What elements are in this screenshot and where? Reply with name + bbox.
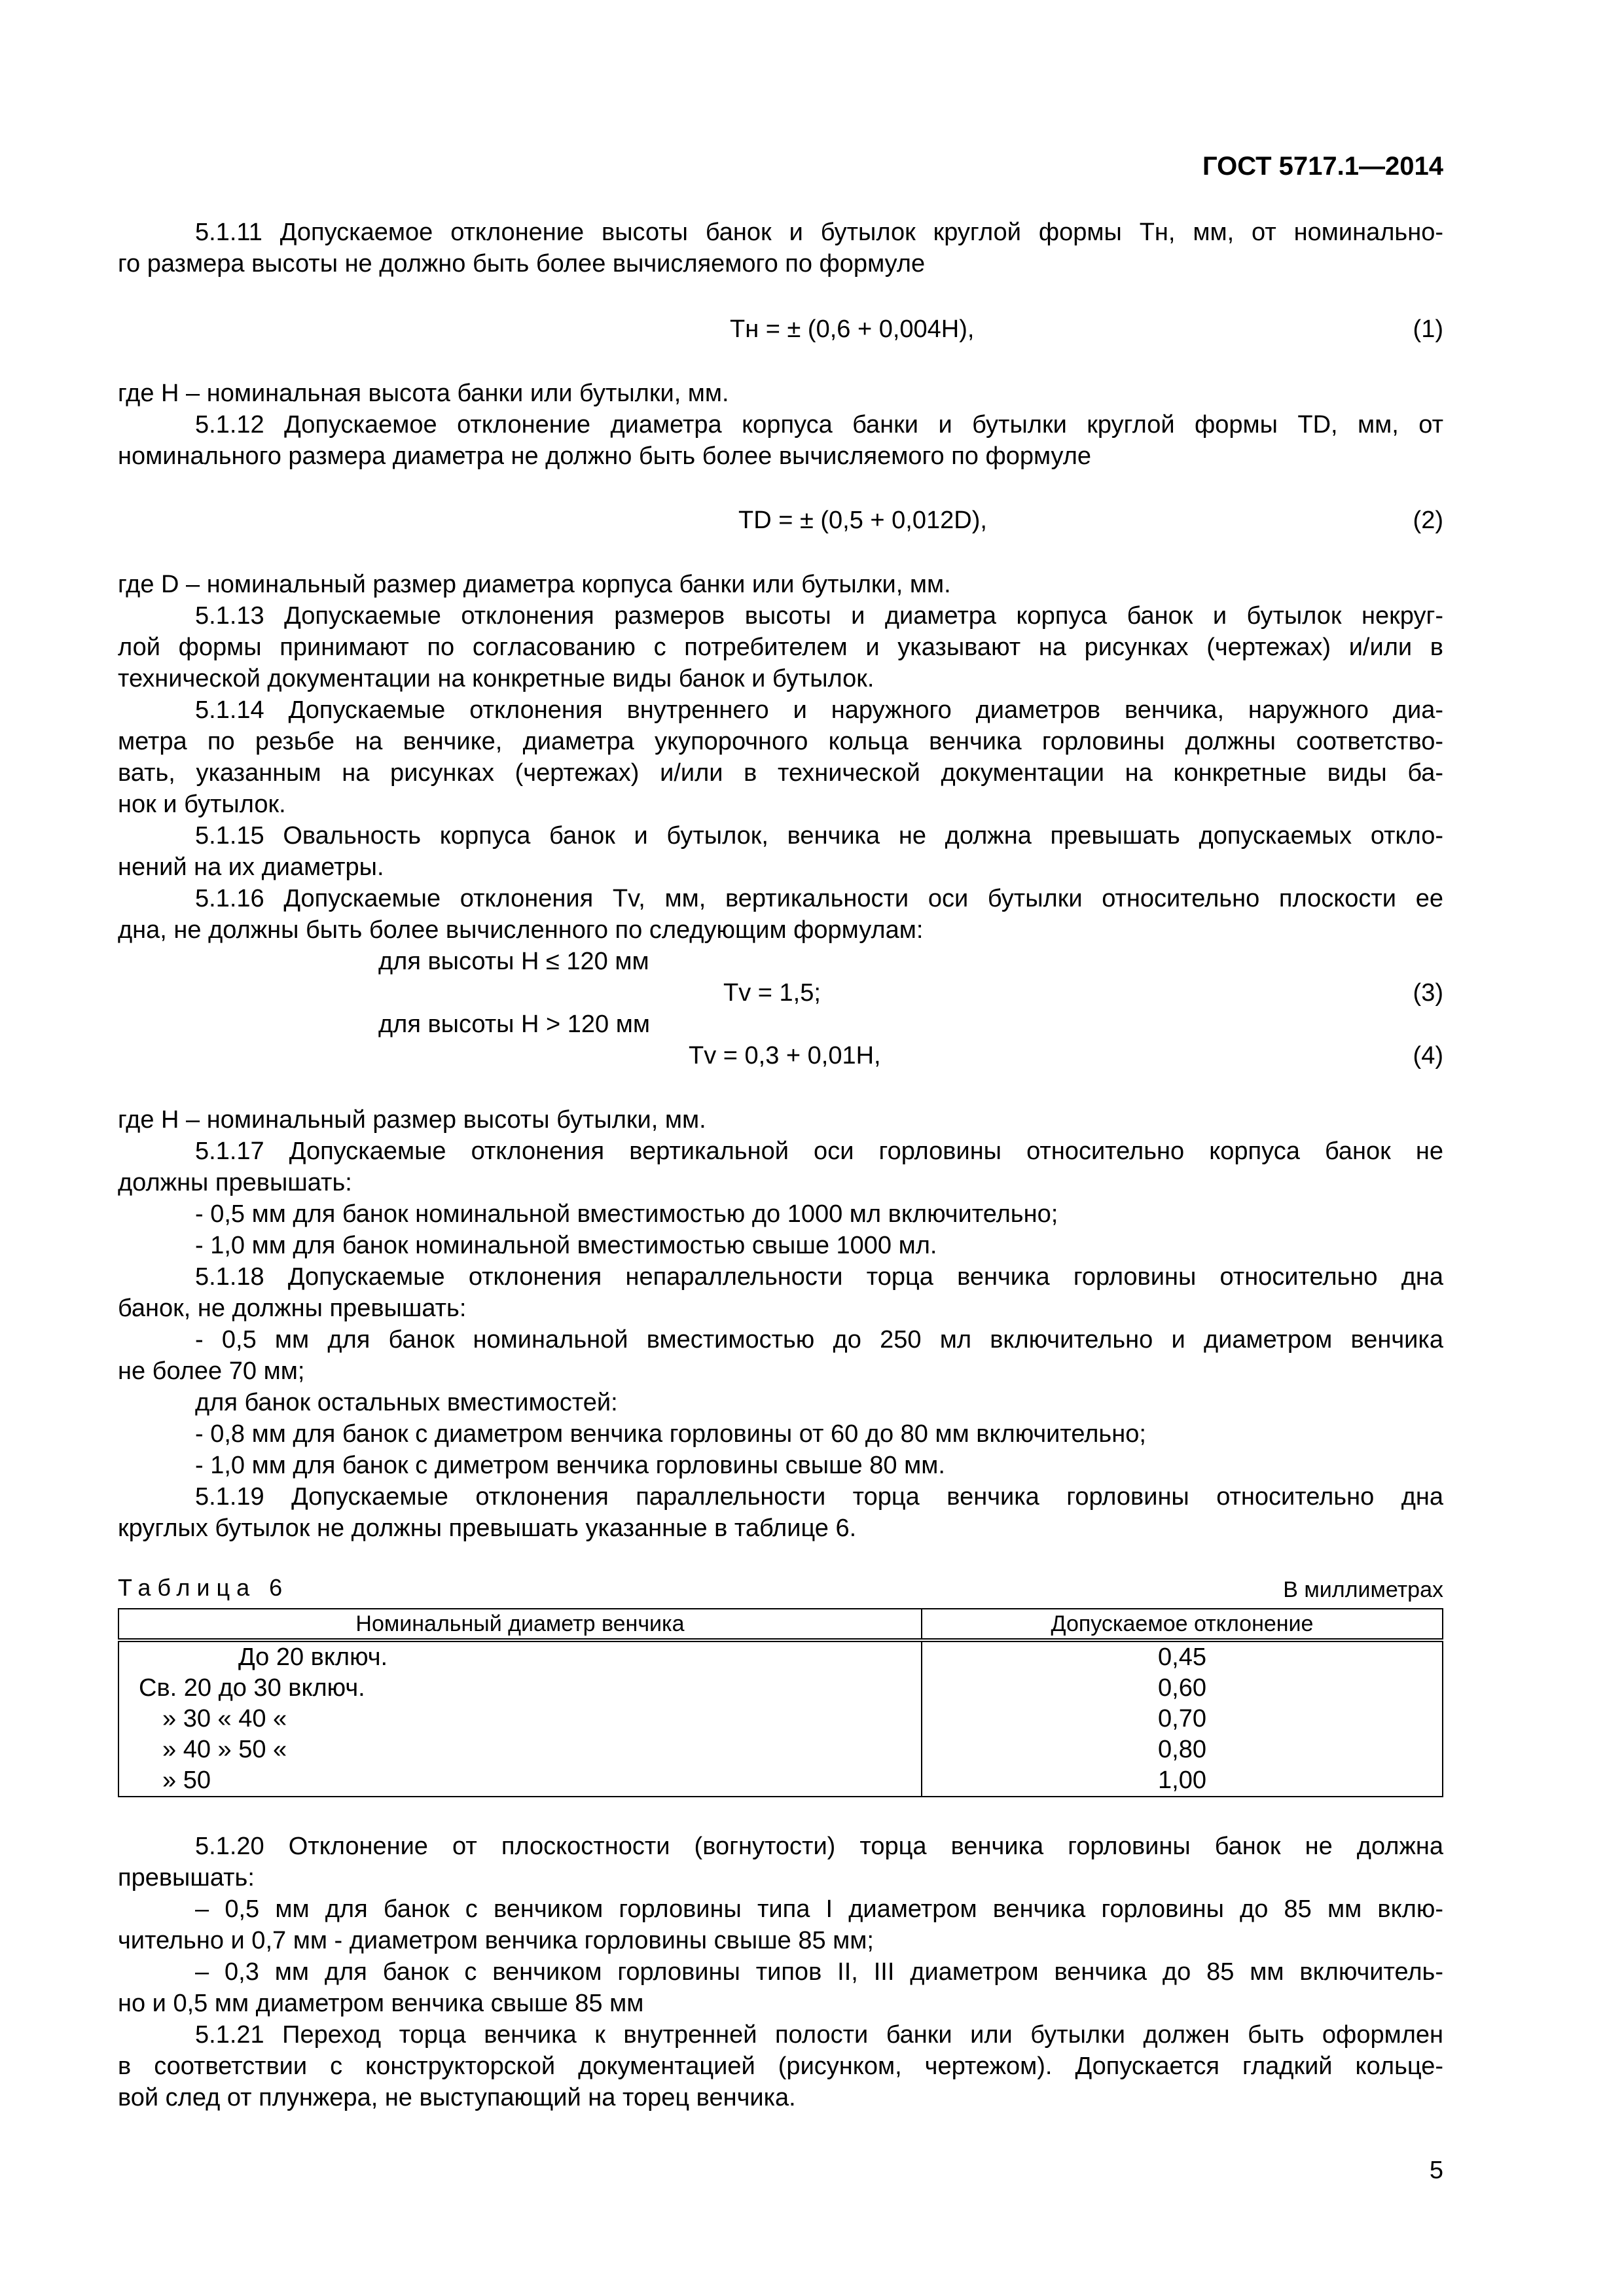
formula-3: Тv = 1,5; bbox=[723, 979, 821, 1007]
formula-4: Тv = 0,3 + 0,01Н, bbox=[689, 1042, 881, 1069]
column-header-nominal-diameter: Номинальный диаметр венчика bbox=[118, 1609, 922, 1640]
table-row bbox=[118, 1734, 1443, 1765]
formula-1: Тн = ± (0,6 + 0,004Н), bbox=[730, 315, 975, 343]
formula-4-number: (4) bbox=[1413, 1042, 1443, 1069]
paragraph-5-1-18-line4: не более 70 мм; bbox=[118, 1357, 305, 1385]
paragraph-5-1-15-line1: 5.1.15 Овальность корпуса банок и бутылок, венчика не должна превышать допускаемых откло- bbox=[195, 822, 1443, 850]
paragraph-5-1-17-line1: 5.1.17 Допускаемые отклонения вертикальной оси горловины относительно корпуса банок не bbox=[195, 1138, 1443, 1165]
paragraph-5-1-17-line2: должны превышать: bbox=[118, 1169, 352, 1196]
column-header-allowed-deviation: Допускаемое отклонение bbox=[922, 1609, 1443, 1640]
paragraph-5-1-17-line4: - 1,0 мм для банок номинальной вместимостью свыше 1000 мл. bbox=[195, 1232, 937, 1259]
table-cell-deviation: 0,60 bbox=[922, 1673, 1443, 1704]
table-cell-deviation: 0,80 bbox=[922, 1734, 1443, 1765]
document-page bbox=[118, 0, 1443, 2296]
paragraph-5-1-20-line2: превышать: bbox=[118, 1864, 255, 1892]
paragraph-5-1-14-line3: вать, указанным на рисунках (чертежах) и/или в технической документации на конкретные виды ба- bbox=[118, 759, 1443, 787]
paragraph-5-1-16-line2: дна, не должны быть более вычисленного по следующим формулам: bbox=[118, 916, 924, 944]
table-cell-diameter: Св. 20 до 30 включ. bbox=[118, 1673, 922, 1704]
paragraph-5-1-16-line1: 5.1.16 Допускаемые отклонения Тv, мм, вертикальности оси бутылки относительно плоскости ее bbox=[195, 885, 1443, 912]
table-row bbox=[118, 1704, 1443, 1734]
formula-2: ТD = ± (0,5 + 0,012D), bbox=[738, 507, 987, 534]
paragraph-5-1-18-line1: 5.1.18 Допускаемые отклонения непараллельности торца венчика горловины относительно дна bbox=[195, 1263, 1443, 1291]
paragraph-5-1-18-line3: - 0,5 мм для банок номинальной вместимостью до 250 мл включительно и диаметром венчика bbox=[195, 1326, 1443, 1354]
table-cell-diameter: » 40 » 50 « bbox=[118, 1734, 922, 1765]
paragraph-5-1-13-line3: технической документации на конкретные виды банок и бутылок. bbox=[118, 665, 875, 692]
table-row bbox=[118, 1640, 1443, 1673]
paragraph-5-1-21-line2: в соответствии с конструкторской документацией (рисунком, чертежом). Допускается гладкий кольце- bbox=[118, 2053, 1443, 2080]
where-clause-1: где Н – номинальная высота банки или бутылки, мм. bbox=[118, 380, 729, 407]
paragraph-5-1-18-line7: - 1,0 мм для банок с диметром венчика горловины свыше 80 мм. bbox=[195, 1452, 945, 1479]
paragraph-5-1-20-line3: – 0,5 мм для банок с венчиком горловины типа I диаметром венчика горловины до 85 мм вклю- bbox=[195, 1895, 1443, 1923]
table-row bbox=[118, 1673, 1443, 1704]
table-cell-deviation: 0,45 bbox=[922, 1640, 1443, 1673]
table-cell-diameter: » 30 « 40 « bbox=[118, 1704, 922, 1734]
paragraph-5-1-19-line1: 5.1.19 Допускаемые отклонения параллельности торца венчика горловины относительно дна bbox=[195, 1483, 1443, 1511]
paragraph-5-1-14-line1: 5.1.14 Допускаемые отклонения внутреннего и наружного диаметров венчика, наружного диа- bbox=[195, 696, 1443, 724]
paragraph-5-1-20-line1: 5.1.20 Отклонение от плоскостности (вогнутости) торца венчика горловины банок не должна bbox=[195, 1833, 1443, 1860]
paragraph-5-1-19-line2: круглых бутылок не должны превышать указанные в таблице 6. bbox=[118, 1515, 857, 1542]
paragraph-5-1-11-line1: 5.1.11 Допускаемое отклонение высоты банок и бутылок круглой формы Тн, мм, от номинально- bbox=[195, 219, 1443, 246]
formula-2-number: (2) bbox=[1413, 507, 1443, 534]
paragraph-5-1-13-line2: лой формы принимают по согласованию с потребителем и указывают на рисунках (чертежах) и/или в bbox=[118, 634, 1443, 661]
paragraph-5-1-13-line1: 5.1.13 Допускаемые отклонения размеров высоты и диаметра корпуса банок и бутылок некруг- bbox=[195, 602, 1443, 630]
paragraph-5-1-18-line6: - 0,8 мм для банок с диаметром венчика горловины от 60 до 80 мм включительно; bbox=[195, 1420, 1146, 1448]
paragraph-5-1-12-line2: номинального размера диаметра не должно быть более вычисляемого по формуле bbox=[118, 442, 1092, 470]
paragraph-5-1-15-line2: нений на их диаметры. bbox=[118, 853, 384, 881]
page-number: 5 bbox=[1429, 2157, 1443, 2184]
table-header-row bbox=[118, 1609, 1443, 1640]
condition-height-le-120: для высоты Н ≤ 120 мм bbox=[378, 948, 649, 975]
paragraph-5-1-21-line3: вой след от плунжера, не выступающий на торец венчика. bbox=[118, 2084, 796, 2111]
where-clause-2: где D – номинальный размер диаметра корпуса банки или бутылки, мм. bbox=[118, 571, 951, 598]
paragraph-5-1-11-line2: го размера высоты не должно быть более вычисляемого по формуле bbox=[118, 250, 926, 278]
paragraph-5-1-18-line5: для банок остальных вместимостей: bbox=[195, 1389, 618, 1416]
paragraph-5-1-14-line4: нок и бутылок. bbox=[118, 791, 286, 818]
paragraph-5-1-18-line2: банок, не должны превышать: bbox=[118, 1295, 467, 1322]
table-6 bbox=[118, 1608, 1443, 1797]
condition-height-gt-120: для высоты Н > 120 мм bbox=[378, 1011, 650, 1038]
where-clause-3: где Н – номинальный размер высоты бутылки, мм. bbox=[118, 1106, 706, 1134]
paragraph-5-1-21-line1: 5.1.21 Переход торца венчика к внутренней полости банки или бутылки должен быть оформлен bbox=[195, 2021, 1443, 2049]
table-cell-diameter: До 20 включ. bbox=[118, 1640, 922, 1673]
paragraph-5-1-20-line6: но и 0,5 мм диаметром венчика свыше 85 мм bbox=[118, 1990, 644, 2017]
table-6-caption: Таблица 6 bbox=[118, 1574, 289, 1601]
document-header: ГОСТ 5717.1—2014 bbox=[1202, 152, 1443, 181]
formula-3-number: (3) bbox=[1413, 979, 1443, 1007]
table-6-unit: В миллиметрах bbox=[1283, 1577, 1443, 1602]
paragraph-5-1-20-line4: чительно и 0,7 мм - диаметром венчика горловины свыше 85 мм; bbox=[118, 1927, 874, 1954]
paragraph-5-1-14-line2: метра по резьбе на венчике, диаметра укупорочного кольца венчика горловины должны соответство- bbox=[118, 728, 1443, 755]
table-cell-deviation: 1,00 bbox=[922, 1765, 1443, 1797]
paragraph-5-1-12-line1: 5.1.12 Допускаемое отклонение диаметра корпуса банки и бутылки круглой формы ТD, мм, от bbox=[195, 411, 1443, 439]
formula-1-number: (1) bbox=[1413, 315, 1443, 343]
table-cell-deviation: 0,70 bbox=[922, 1704, 1443, 1734]
paragraph-5-1-17-line3: - 0,5 мм для банок номинальной вместимостью до 1000 мл включительно; bbox=[195, 1200, 1058, 1228]
table-row bbox=[118, 1765, 1443, 1797]
paragraph-5-1-20-line5: – 0,3 мм для банок с венчиком горловины типов II, III диаметром венчика до 85 мм включитель- bbox=[195, 1958, 1443, 1986]
table-cell-diameter: » 50 bbox=[118, 1765, 922, 1797]
